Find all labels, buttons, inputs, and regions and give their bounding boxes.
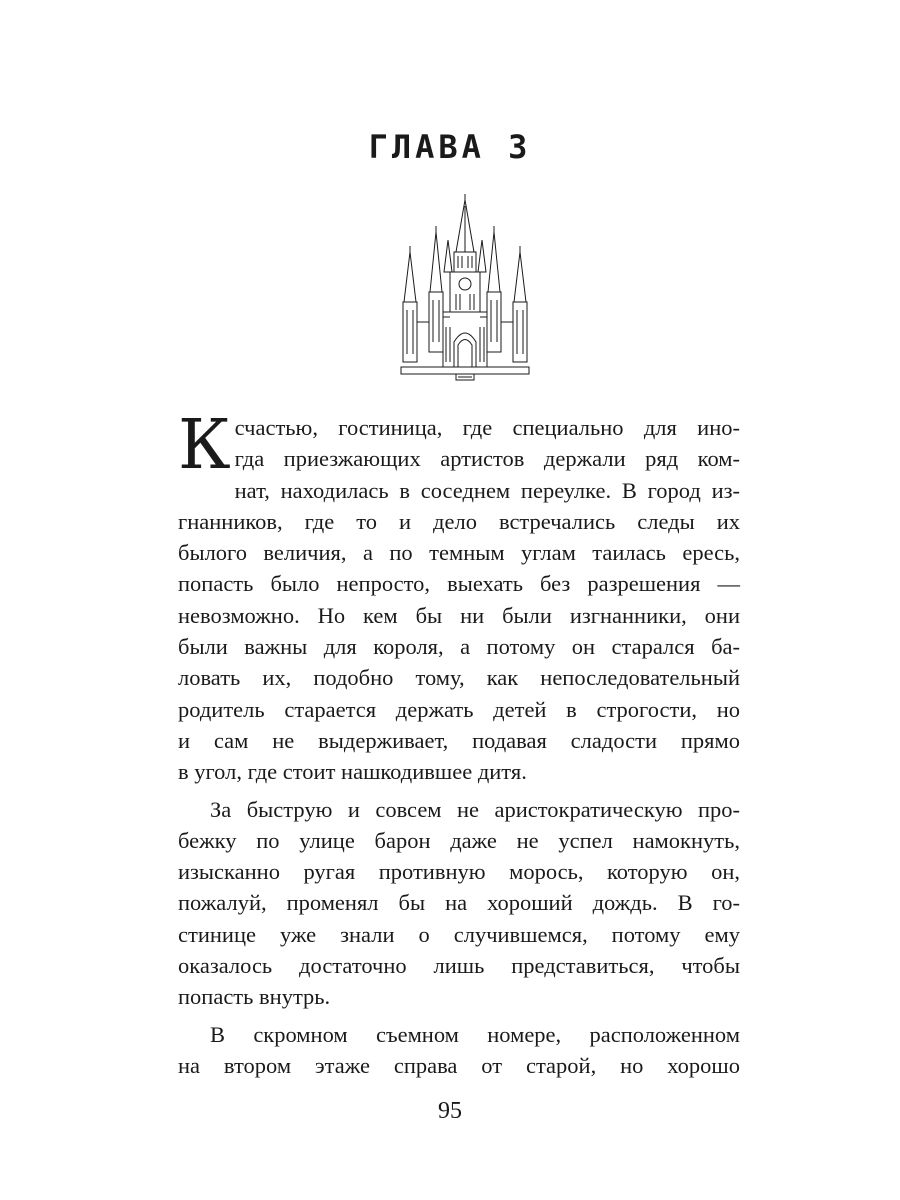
text-line: ловать их, подобно тому, как непоследовательный (178, 665, 740, 691)
paragraph-1 (178, 406, 740, 788)
text-line: и сам не выдерживает, подавая сладости прямо (178, 727, 740, 753)
text-line: оказалось достаточно лишь представиться, чтобы (178, 953, 740, 979)
text-line: былого величия, а по темным углам таилась ересь, (178, 540, 740, 566)
text-line: невозможно. Но кем бы ни были изгнанники, они (178, 602, 740, 628)
text-line: родитель старается держать детей в строгости, но (178, 696, 740, 722)
text-line: бежку по улице барон даже не успел намокнуть, (178, 827, 740, 853)
text-line: пожалуй, променял бы на хороший дождь. В го- (178, 890, 740, 916)
text-line: попасть было непросто, выехать без разрешения — (178, 571, 740, 597)
text-line: нат, находилась в соседнем переулке. В город из- (234, 477, 740, 503)
text-line: гнанников, где то и дело встречались следы их (178, 508, 740, 534)
page-number: 95 (438, 1098, 462, 1124)
text-line: стинице уже знали о случившемся, потому ему (178, 921, 740, 947)
text-line: на втором этаже справа от старой, но хорошо (178, 1052, 740, 1078)
text-line: изысканно ругая противную морось, которую он, (178, 859, 740, 885)
text-line: попасть внутрь. (178, 984, 331, 1010)
chapter-title: ГЛАВА 3 (368, 128, 532, 166)
body-text (178, 406, 740, 1087)
text-line: В скромном съемном номере, расположенном (210, 1021, 740, 1047)
text-line: гда приезжающих артистов держали ряд ком- (234, 446, 740, 472)
text-line: За быструю и совсем не аристократическую про- (210, 796, 740, 822)
text-line: счастью, гостиница, где специально для ино- (234, 415, 740, 440)
text-line: в угол, где стоит нашкодившее дитя. (178, 759, 527, 785)
paragraph-3 (178, 1019, 740, 1082)
drop-cap: К (178, 406, 231, 485)
text-line: были важны для короля, а потому он старался ба- (178, 634, 740, 660)
castle-icon (398, 192, 532, 382)
paragraph-2 (178, 794, 740, 1013)
